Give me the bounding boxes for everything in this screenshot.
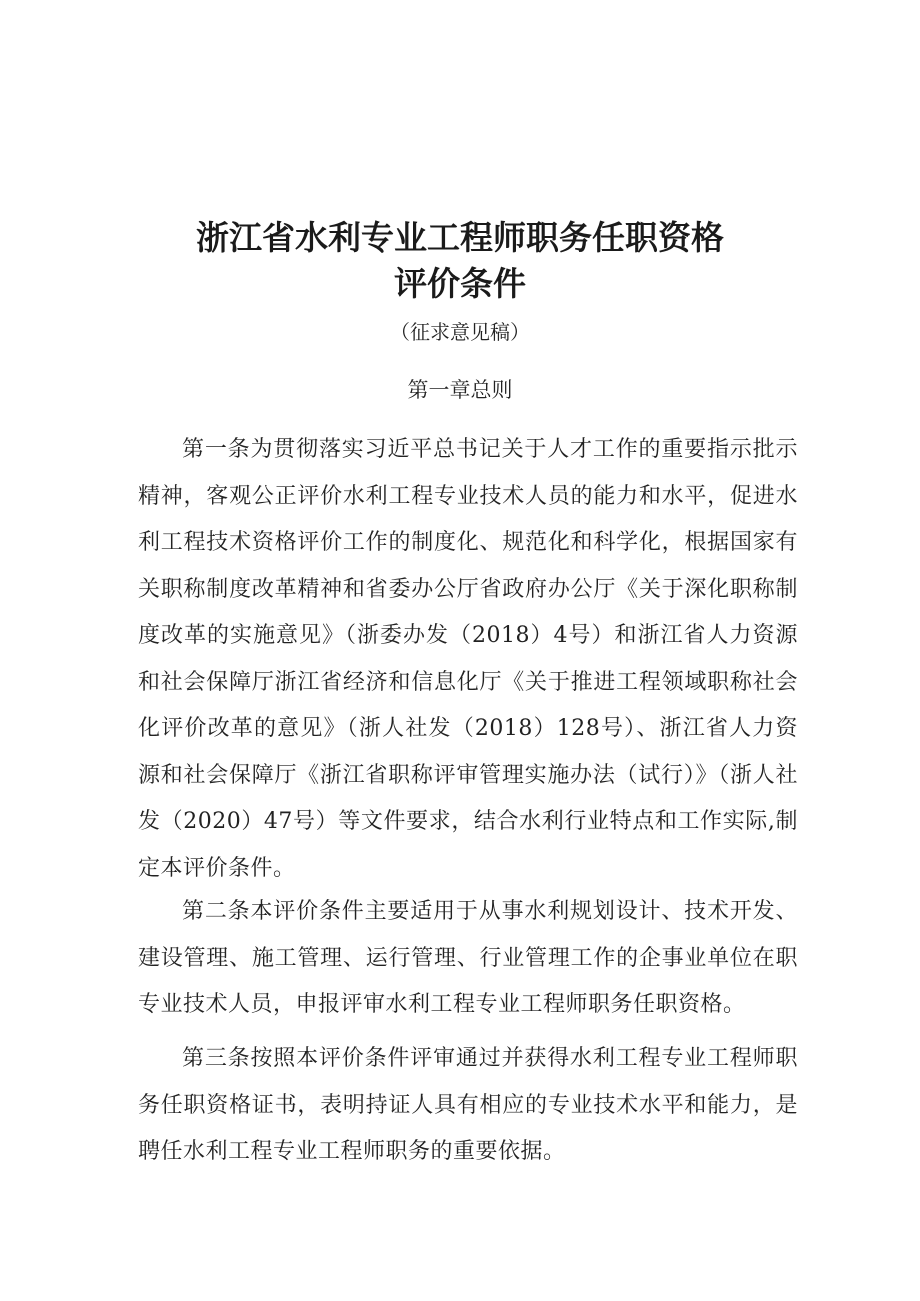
article-1-paragraph: 第一条为贯彻落实习近平总书记关于人才工作的重要指示批示精神，客观公正评价水利工程专业技术人员的能力和水平，促进水利工程技术资格评价工作的制度化、规范化和科学化，根据国家有关职称制度改革精神和省委办公厅省政府办公厅《关于深化职称制度改革的实施意见》（浙委办发（2018）4号）和浙江省人力资源和社会保障厅浙江省经济和信息化厅《关于推进工程领域职称社会化评价改革的意见》（浙人社发（2018）128号）、浙江省人力资源和社会保障厅《浙江省职称评审管理实施办法（试行）》（浙人社发（2020）47号）等文件要求，结合水利行业特点和工作实际,制定本评价条件。 (138, 437, 798, 881)
document-title-line2: 评价条件 (394, 264, 526, 303)
article-2-paragraph: 第二条本评价条件主要适用于从事水利规划设计、技术开发、建设管理、施工管理、运行管理、行业管理工作的企事业单位在职专业技术人员，申报评审水利工程专业工程师职务任职资格。 (138, 899, 798, 1017)
document-subtitle: （征求意见稿） (390, 320, 530, 344)
document-title-line1: 浙江省水利专业工程师职务任职资格 (196, 218, 724, 257)
chapter-heading: 第一章总则 (407, 378, 513, 402)
article-3-paragraph: 第三条按照本评价条件评审通过并获得水利工程专业工程师职务任职资格证书，表明持证人具有相应的专业技术水平和能力，是聘任水利工程专业工程师职务的重要依据。 (138, 1046, 798, 1164)
